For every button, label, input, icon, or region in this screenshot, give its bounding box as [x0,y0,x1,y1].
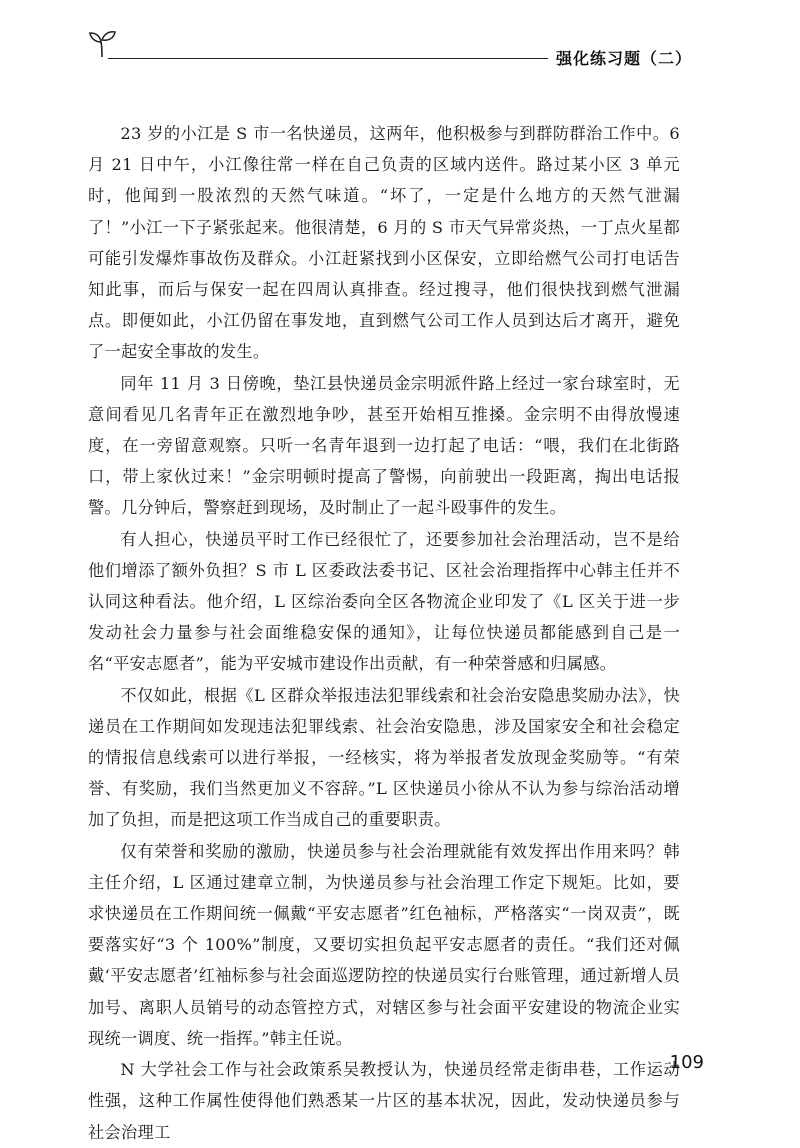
paragraph: 不仅如此，根据《L 区群众举报违法犯罪线索和社会治安隐患奖励办法》，快递员在工作期间如发现违法犯罪线索、社会治安隐患，涉及国家安全和社会稳定的情报信息线索可以进行举报，一经核实，将为举报者发放现金奖励等。“有荣誉、有奖励，我们当然更加义不容辞。”L 区快递员小徐从不认为参与综治活动增加了负担，而是把这项工作当成自己的重要职责。 [88,685,680,830]
paragraph: N 大学社会工作与社会政策系吴教授认为，快递员经常走街串巷，工作运动性强，这种工作属性使得他们熟悉某一片区的基本状况，因此，发动快递员参与社会治理工 [88,1060,680,1142]
paragraph: 同年 11 月 3 日傍晚，垫江县快递员金宗明派件路上经过一家台球室时，无意间看见几名青年正在激烈地争吵，甚至开始相互推搡。金宗明不由得放慢速度，在一旁留意观察。只听一名青年退到一边打起了电话：“喂，我们在北街路口，带上家伙过来！”金宗明顿时提高了警惕，向前驶出一段距离，掏出电话报警。几分钟后，警察赶到现场，及时制止了一起斗殴事件的发生。 [88,373,680,518]
paragraph: 仅有荣誉和奖励的激励，快递员参与社会治理就能有效发挥出作用来吗？韩主任介绍，L 区通过建章立制，为快递员参与社会治理工作定下规矩。比如，要求快递员在工作期间统一佩戴“平安志愿者”红色袖标，严格落实“一岗双责”，既要落实好“3 个 100%”制度，又要切实担负起平安志愿者的责任。“我们还对佩戴‘平安志愿者’红袖标参与社会面巡逻防控的快递员实行台账管理，通过新增人员加号、离职人员销号的动态管控方式，对辖区参与社会面平安建设的物流企业实现统一调度、统一指挥。”韩主任说。 [88,841,680,1048]
paragraph: 23 岁的小江是 S 市一名快递员，这两年，他积极参与到群防群治工作中。6 月 21 日中午，小江像往常一样在自己负责的区域内送件。路过某小区 3 单元时，他闻到一股浓烈的天然气味道。“坏了，一定是什么地方的天然气泄漏了！”小江一下子紧张起来。他很清楚，6 月的 S 市天气异常炎热，一丁点火星都可能引发爆炸事故伤及群众。小江赶紧找到小区保安，立即给燃气公司打电话告知此事，而后与保安一起在四周认真排查。经过搜寻，他们很快找到燃气泄漏点。即便如此，小江仍留在事发地，直到燃气公司工作人员到达后才离开，避免了一起安全事故的发生。 [88,124,680,362]
page-number: 109 [669,1052,704,1073]
header-divider [108,58,548,59]
section-title: 强化练习题（二） [555,49,692,68]
page-header [88,28,692,68]
sprout-icon [88,28,116,58]
article-body [88,118,680,1148]
paragraph: 有人担心，快递员平时工作已经很忙了，还要参加社会治理活动，岂不是给他们增添了额外负担？S 市 L 区委政法委书记、区社会治理指挥中心韩主任并不认同这种看法。他介绍，L 区综治委向全区各物流企业印发了《L 区关于进一步发动社会力量参与社会面维稳安保的通知》，让每位快递员都能感到自己是一名“平安志愿者”，能为平安城市建设作出贡献，有一种荣誉感和归属感。 [88,529,680,674]
